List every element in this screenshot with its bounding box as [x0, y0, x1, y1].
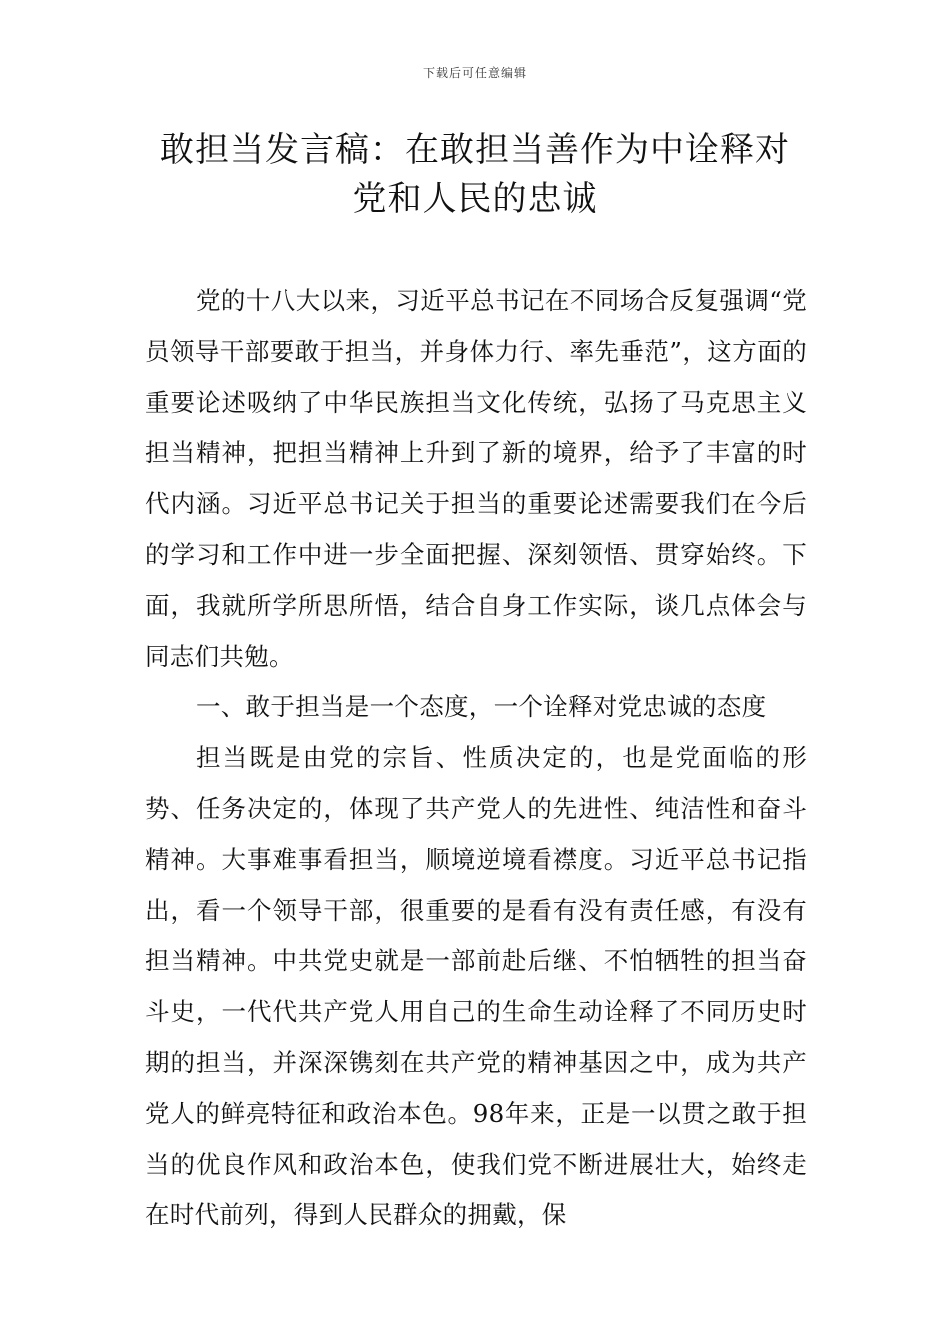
title-line-1: 敢担当发言稿：在敢担当善作为中诠释对	[160, 130, 790, 170]
document-body	[145, 276, 807, 1241]
section-heading-1: 一、敢于担当是一个态度，一个诠释对党忠诚的态度	[196, 692, 767, 722]
paragraph-section-1: 担当既是由党的宗旨、性质决定的，也是党面临的形势、任务决定的，体现了共产党人的先进性、纯洁性和奋斗精神。大事难事看担当，顺境逆境看襟度。习近平总书记指出，看一个领导干部，很重要的是看有没有责任感，有没有担当精神。中共党史就是一部前赴后继、不怕牺牲的担当奋斗史，一代代共产党人用自己的生命生动诠释了不同历史时期的担当，并深深镌刻在共产党的精神基因之中，成为共产党人的鲜亮特征和政治本色。98年来，正是一以贯之敢于担当的优良作风和政治本色，使我们党不断进展壮大，始终走在时代前列，得到人民群众的拥戴，保	[145, 743, 807, 1230]
document-title	[140, 126, 810, 224]
title-line-2: 党和人民的忠诚	[352, 179, 598, 219]
header-note: 下载后可任意编辑	[422, 66, 527, 80]
paragraph-intro: 党的十八大以来，习近平总书记在不同场合反复强调“党员领导干部要敢于担当，并身体力行、率先垂范”，这方面的重要论述吸纳了中华民族担当文化传统，弘扬了马克思主义担当精神，把担当精神上升到了新的境界，给予了丰富的时代内涵。习近平总书记关于担当的重要论述需要我们在今后的学习和工作中进一步全面把握、深刻领悟、贯穿始终。下面，我就所学所思所悟，结合自身工作实际，谈几点体会与同志们共勉。	[145, 286, 807, 671]
